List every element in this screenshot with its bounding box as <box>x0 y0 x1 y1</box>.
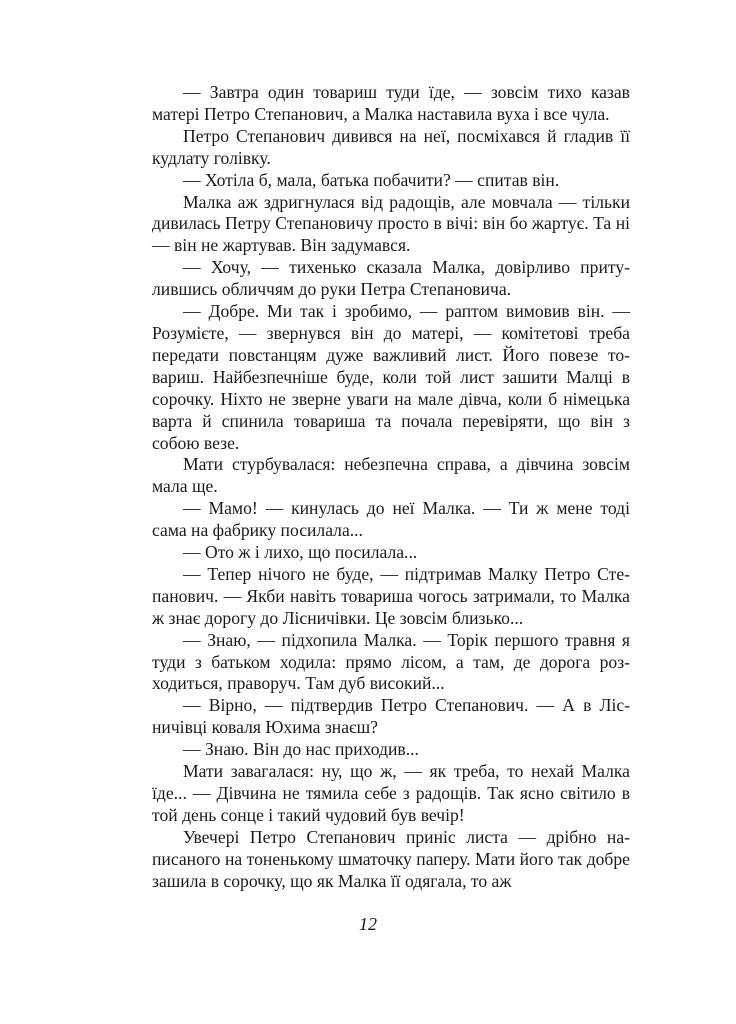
paragraph: — Ото ж і лихо, що посилала... <box>183 542 418 563</box>
paragraph: Петро Степанович дивився на неї, посміхався й гладив її кудлату голівку. <box>152 125 630 168</box>
paragraph: Мати завагалася: ну, що ж, — як треба, то нехай Малка їде... — Дівчина не тямила себе з радощів. Так ясно світило в той день сонце і такий чудовий був вечір! <box>152 761 630 825</box>
paragraph: — Вірно, — підтвердив Петро Степанович. — А в Лісничівці коваля Юхима знаєш? <box>152 695 630 738</box>
paragraph: — Хотіла б, мала, батька побачити? — спитав він. <box>183 169 560 190</box>
paragraph: Малка аж здригнулася від радощів, але мовчала — тільки дивилась Петру Степановичу просто в вічі: він бо жартує. Та ні — він не жартував. Він задумався. <box>152 191 630 256</box>
paragraph: — Добре. Ми так і зробимо, — раптом вимовив він. — Розумієте, — звернувся він до матері, — комітетові треба передати повстанцям дуже важливий лист. Його повезе товариш. Найбезпечніше буде, коли той лист зашити Малці в сорочку. Ніхто не зверне уваги на мале дівча, коли б німецька варта й спинила товариша та почала перевіряти, що він з собою везе. <box>152 301 630 453</box>
paragraph: Мати стурбувалася: небезпечна справа, а дівчина зовсім мала ще. <box>152 454 630 497</box>
page-number: 12 <box>359 914 377 934</box>
paragraph: — Тепер нічого не буде, — підтримав Малку Петро Степанович. — Якби навіть товариша чогось затримали, то Малка ж знає дорогу до Лісничівки. Це зовсім близько... <box>152 563 630 628</box>
body-text <box>152 82 630 893</box>
paragraph: — Знаю, — підхопила Малка. — Торік першого травня я туди з батьком ходила: прямо лісом, а там, де дорога розходиться, праворуч. Там дуб високий... <box>152 629 630 694</box>
paragraph: — Знаю. Він до нас приходив... <box>183 739 419 760</box>
paragraph: — Завтра один товариш туди їде, — зовсім тихо казав матері Петро Степанович, а Малка наставила вуха і все чула. <box>152 82 630 124</box>
paragraph: — Хочу, — тихенько сказала Малка, довірливо притулившись обличчям до руки Петра Степановича. <box>152 257 630 300</box>
paragraph: — Мамо! — кинулась до неї Малка. — Ти ж мене тоді сама на фабрику посилала... <box>152 498 630 541</box>
paragraph: Увечері Петро Степанович приніс листа — дрібно написаного на тоненькому шматочку паперу. Мати його так добре зашила в сорочку, що як Малка її одягала, то аж <box>152 826 630 891</box>
